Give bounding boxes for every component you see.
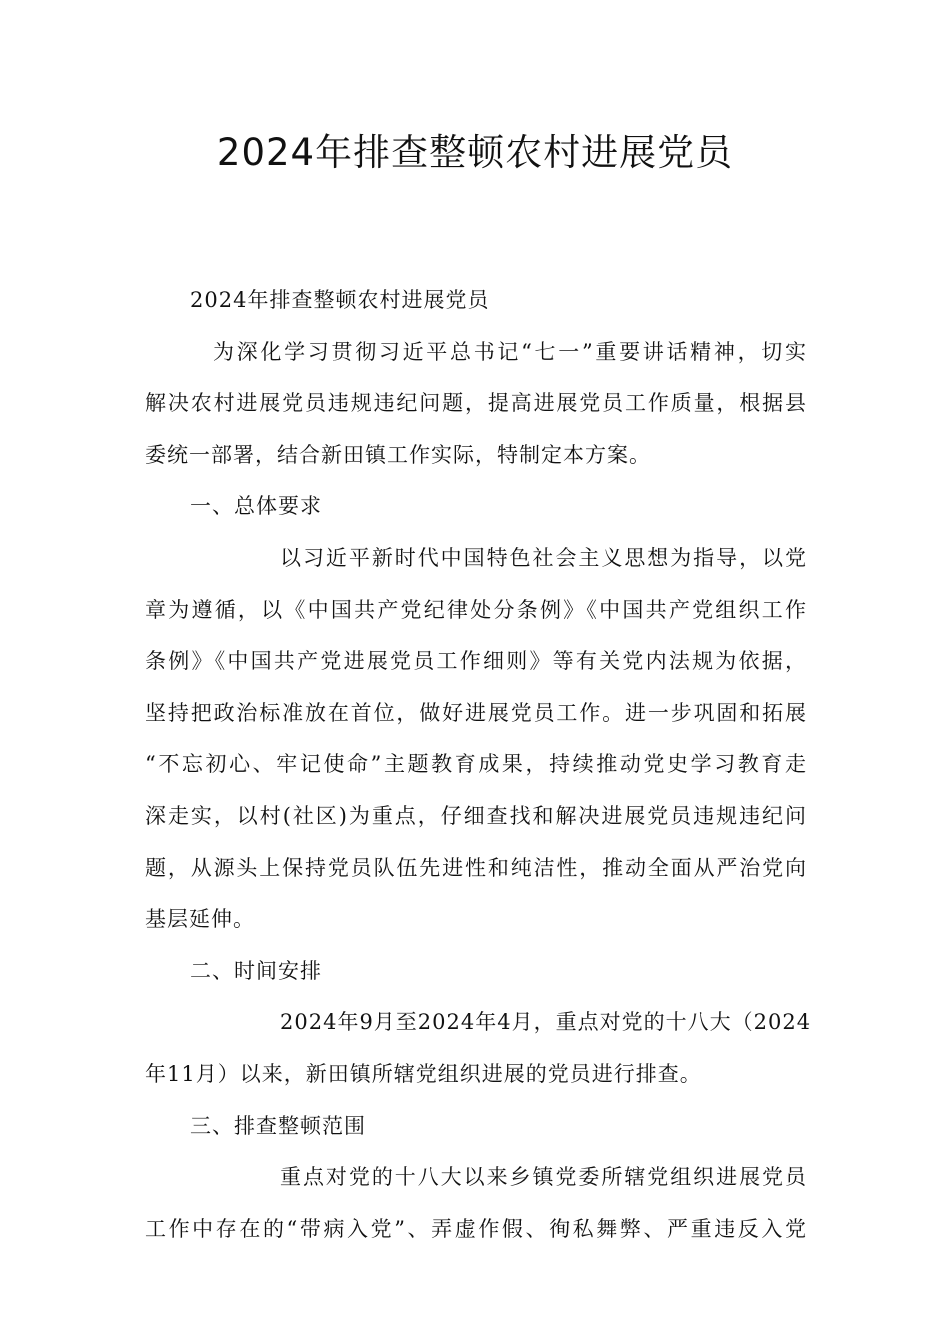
subtitle-line: 2024年排查整顿农村进展党员: [190, 288, 490, 312]
paragraph-line: 坚持把政治标准放在首位，做好进展党员工作。进一步巩固和拓展: [145, 700, 807, 725]
paragraph-line: 工作中存在的“带病入党”、弄虚作假、徇私舞弊、严重违反入党: [145, 1216, 807, 1241]
paragraph-line: “不忘初心、牢记使命”主题教育成果，持续推动党史学习教育走: [145, 752, 807, 777]
paragraph-line: 题，从源头上保持党员队伍先进性和纯洁性，推动全面从严治党向: [145, 855, 807, 880]
section-heading: 一、总体要求: [190, 494, 322, 519]
paragraph-line: 为深化学习贯彻习近平总书记“七一”重要讲话精神，切实: [213, 339, 807, 364]
paragraph-line: 重点对党的十八大以来乡镇党委所辖党组织进展党员: [280, 1165, 807, 1190]
document-body: [145, 282, 812, 1262]
paragraph-line: 委统一部署，结合新田镇工作实际，特制定本方案。: [145, 442, 651, 467]
paragraph-line: 年11月）以来，新田镇所辖党组织进展的党员进行排查。: [145, 1061, 702, 1086]
document-title: 2024年排查整顿农村进展党员: [216, 131, 734, 174]
paragraph-line: 章为遵循，以《中国共产党纪律处分条例》《中国共产党组织工作: [145, 597, 807, 622]
paragraph-line: 以习近平新时代中国特色社会主义思想为指导，以党: [280, 545, 807, 570]
section-heading: 三、排查整顿范围: [190, 1113, 366, 1138]
section-heading: 二、时间安排: [190, 958, 322, 983]
paragraph-line: 解决农村进展党员违规违纪问题，提高进展党员工作质量，根据县: [145, 391, 807, 416]
paragraph-line: 基层延伸。: [145, 907, 255, 932]
paragraph-line: 2024年9月至2024年4月，重点对党的十八大（2024: [280, 1010, 812, 1035]
paragraph-line: 条例》《中国共产党进展党员工作细则》等有关党内法规为依据，: [145, 649, 807, 674]
paragraph-line: 深走实，以村(社区)为重点，仔细查找和解决进展党员违规违纪问: [145, 803, 807, 828]
